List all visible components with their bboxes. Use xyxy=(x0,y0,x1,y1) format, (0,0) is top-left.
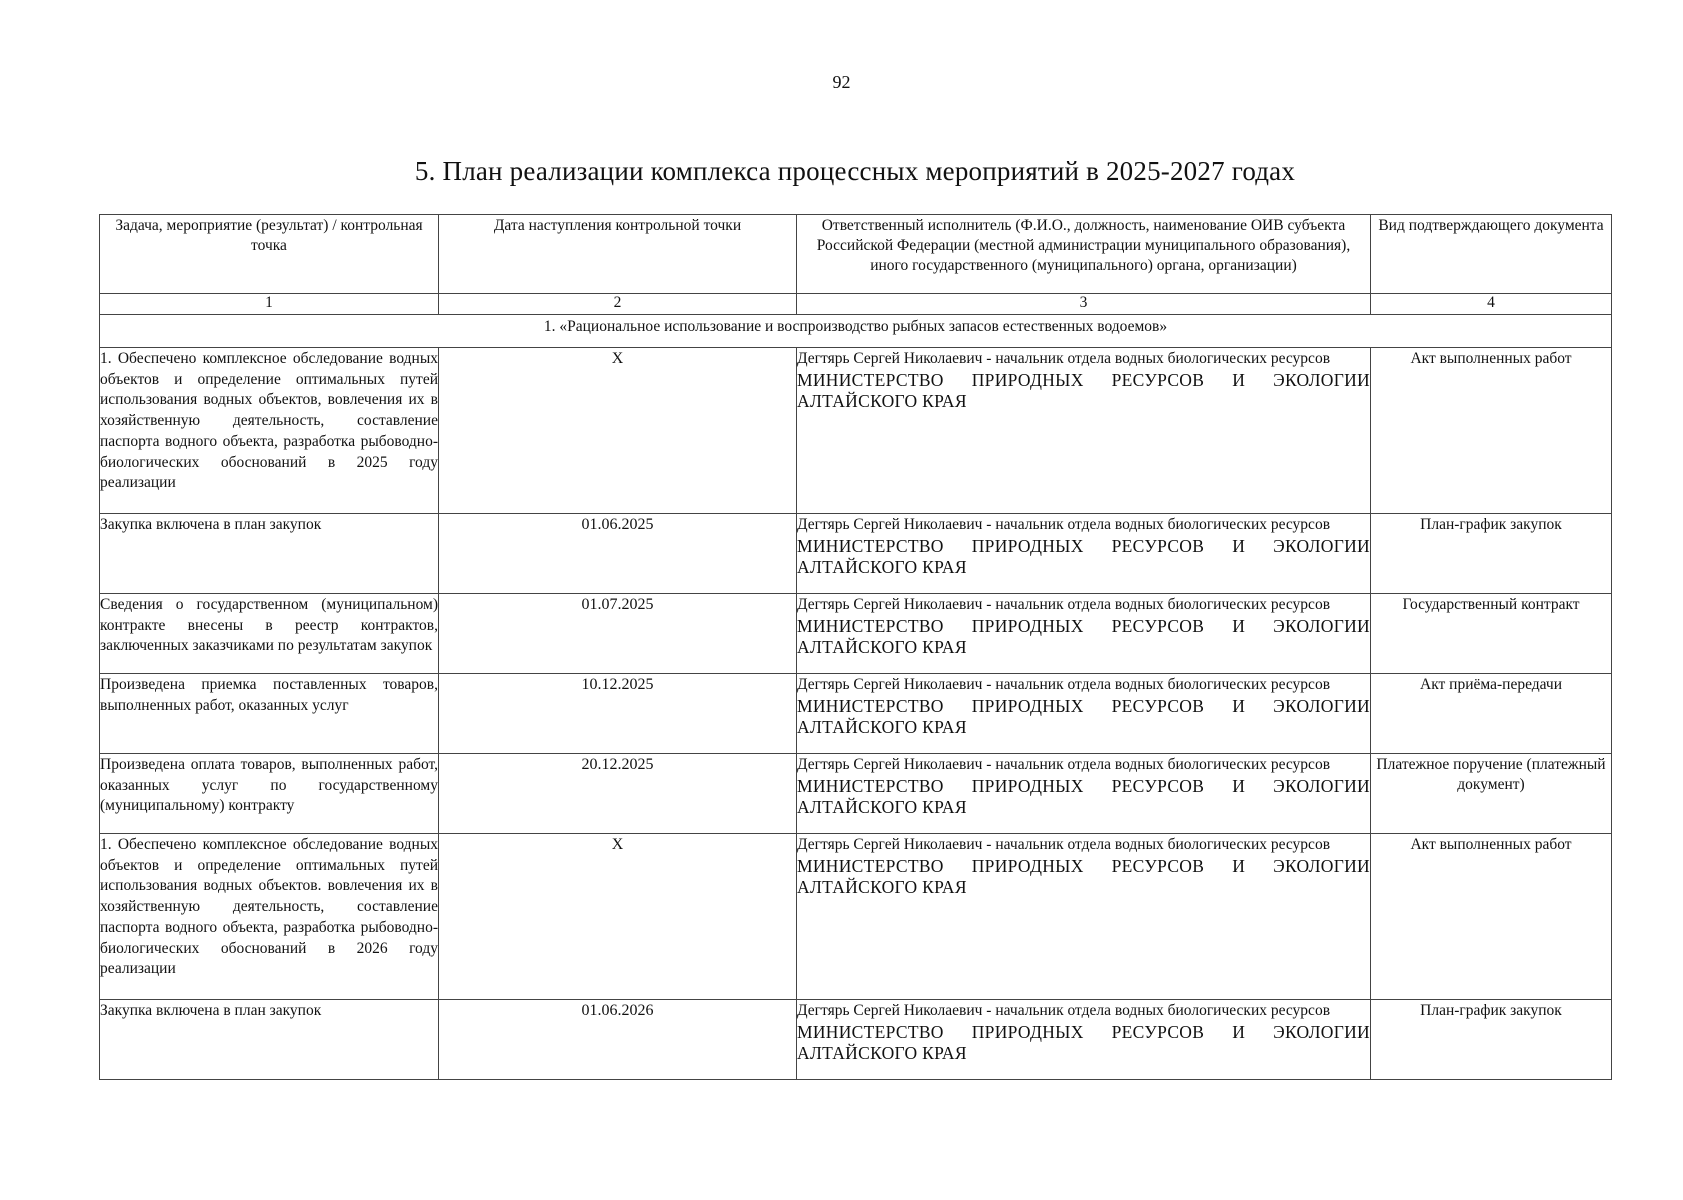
executor-org: МИНИСТЕРСТВО ПРИРОДНЫХ РЕСУРСОВ И ЭКОЛОГИИ xyxy=(797,1022,1370,1042)
executor-org-region: АЛТАЙСКОГО КРАЯ xyxy=(797,797,967,817)
task-cell: Закупка включена в план закупок xyxy=(100,1000,439,1080)
executor-cell xyxy=(797,754,1371,834)
table-row xyxy=(100,1000,1612,1080)
date-cell: X xyxy=(439,348,797,514)
executor-cell xyxy=(797,834,1371,1000)
task-cell: Произведена приемка поставленных товаров, выполненных работ, оказанных услуг xyxy=(100,674,439,754)
executor-cell xyxy=(797,514,1371,594)
executor-cell xyxy=(797,1000,1371,1080)
table-row xyxy=(100,514,1612,594)
table-row xyxy=(100,834,1612,1000)
document-cell: План-график закупок xyxy=(1371,514,1612,594)
executor-org: МИНИСТЕРСТВО ПРИРОДНЫХ РЕСУРСОВ И ЭКОЛОГИИ xyxy=(797,696,1370,716)
header-date: Дата наступления контрольной точки xyxy=(439,215,797,294)
column-number-row xyxy=(100,294,1612,315)
table-row xyxy=(100,348,1612,514)
executor-org-region: АЛТАЙСКОГО КРАЯ xyxy=(797,391,967,411)
executor-org-region: АЛТАЙСКОГО КРАЯ xyxy=(797,1043,967,1063)
column-number: 2 xyxy=(439,294,797,315)
date-cell: 01.06.2026 xyxy=(439,1000,797,1080)
document-cell: Платежное поручение (платежный документ) xyxy=(1371,754,1612,834)
executor-org-region: АЛТАЙСКОГО КРАЯ xyxy=(797,877,967,897)
executor-cell xyxy=(797,348,1371,514)
executor-name: Дегтярь Сергей Николаевич - начальник отдела водных биологических ресурсов xyxy=(797,350,1331,367)
executor-org: МИНИСТЕРСТВО ПРИРОДНЫХ РЕСУРСОВ И ЭКОЛОГИИ xyxy=(797,776,1370,796)
executor-org: МИНИСТЕРСТВО ПРИРОДНЫХ РЕСУРСОВ И ЭКОЛОГИИ xyxy=(797,370,1370,390)
executor-name: Дегтярь Сергей Николаевич - начальник отдела водных биологических ресурсов xyxy=(797,756,1331,773)
executor-org: МИНИСТЕРСТВО ПРИРОДНЫХ РЕСУРСОВ И ЭКОЛОГИИ xyxy=(797,536,1370,556)
plan-table xyxy=(99,214,1612,1080)
task-cell: Сведения о государственном (муниципальном) контракте внесены в реестр контрактов, заключенных заказчиками по результатам закупок xyxy=(100,594,439,674)
document-cell: Акт приёма-передачи xyxy=(1371,674,1612,754)
table-row xyxy=(100,674,1612,754)
executor-org-region: АЛТАЙСКОГО КРАЯ xyxy=(797,557,967,577)
executor-org: МИНИСТЕРСТВО ПРИРОДНЫХ РЕСУРСОВ И ЭКОЛОГИИ xyxy=(797,616,1370,636)
header-document: Вид подтверждающего документа xyxy=(1371,215,1612,294)
table-row xyxy=(100,594,1612,674)
task-cell: Закупка включена в план закупок xyxy=(100,514,439,594)
table-header-row xyxy=(100,215,1612,294)
column-number: 3 xyxy=(797,294,1371,315)
section-row xyxy=(100,315,1612,348)
date-cell: 01.07.2025 xyxy=(439,594,797,674)
column-number: 1 xyxy=(100,294,439,315)
executor-cell xyxy=(797,594,1371,674)
document-cell: Государственный контракт xyxy=(1371,594,1612,674)
header-executor: Ответственный исполнитель (Ф.И.О., должность, наименование ОИВ субъекта Российской Федерации (местной администрации муниципального образования), иного государственного (муниципального) органа, организации) xyxy=(797,215,1371,294)
date-cell: X xyxy=(439,834,797,1000)
date-cell: 01.06.2025 xyxy=(439,514,797,594)
executor-org-region: АЛТАЙСКОГО КРАЯ xyxy=(797,637,967,657)
page-title: 5. План реализации комплекса процессных мероприятий в 2025-2027 годах xyxy=(414,156,1296,186)
task-cell: Произведена оплата товаров, выполненных работ, оказанных услуг по государственному (муниципальному) контракту xyxy=(100,754,439,834)
document-cell: Акт выполненных работ xyxy=(1371,348,1612,514)
executor-name: Дегтярь Сергей Николаевич - начальник отдела водных биологических ресурсов xyxy=(797,836,1331,853)
task-cell: 1. Обеспечено комплексное обследование водных объектов и определение оптимальных путей использования водных объектов, вовлечения их в хозяйственную деятельность, составление паспорта водного объекта, разработка рыбоводно-биологических обоснований в 2025 году реализации xyxy=(100,348,439,514)
document-cell: План-график закупок xyxy=(1371,1000,1612,1080)
table-row xyxy=(100,754,1612,834)
executor-name: Дегтярь Сергей Николаевич - начальник отдела водных биологических ресурсов xyxy=(797,676,1331,693)
executor-org-region: АЛТАЙСКОГО КРАЯ xyxy=(797,717,967,737)
date-cell: 20.12.2025 xyxy=(439,754,797,834)
task-cell: 1. Обеспечено комплексное обследование водных объектов и определение оптимальных путей использования водных объектов. вовлечения их в хозяйственную деятельность, составление паспорта водного объекта, разработка рыбоводно-биологических обоснований в 2026 году реализации xyxy=(100,834,439,1000)
document-cell: Акт выполненных работ xyxy=(1371,834,1612,1000)
executor-name: Дегтярь Сергей Николаевич - начальник отдела водных биологических ресурсов xyxy=(797,516,1331,533)
executor-name: Дегтярь Сергей Николаевич - начальник отдела водных биологических ресурсов xyxy=(797,596,1331,613)
executor-name: Дегтярь Сергей Николаевич - начальник отдела водных биологических ресурсов xyxy=(797,1002,1331,1019)
executor-cell xyxy=(797,674,1371,754)
date-cell: 10.12.2025 xyxy=(439,674,797,754)
column-number: 4 xyxy=(1371,294,1612,315)
page-number: 92 xyxy=(832,72,851,92)
executor-org: МИНИСТЕРСТВО ПРИРОДНЫХ РЕСУРСОВ И ЭКОЛОГИИ xyxy=(797,856,1370,876)
header-task: Задача, мероприятие (результат) / контрольная точка xyxy=(100,215,439,294)
section-title: 1. «Рациональное использование и воспроизводство рыбных запасов естественных водоемов» xyxy=(100,315,1612,348)
